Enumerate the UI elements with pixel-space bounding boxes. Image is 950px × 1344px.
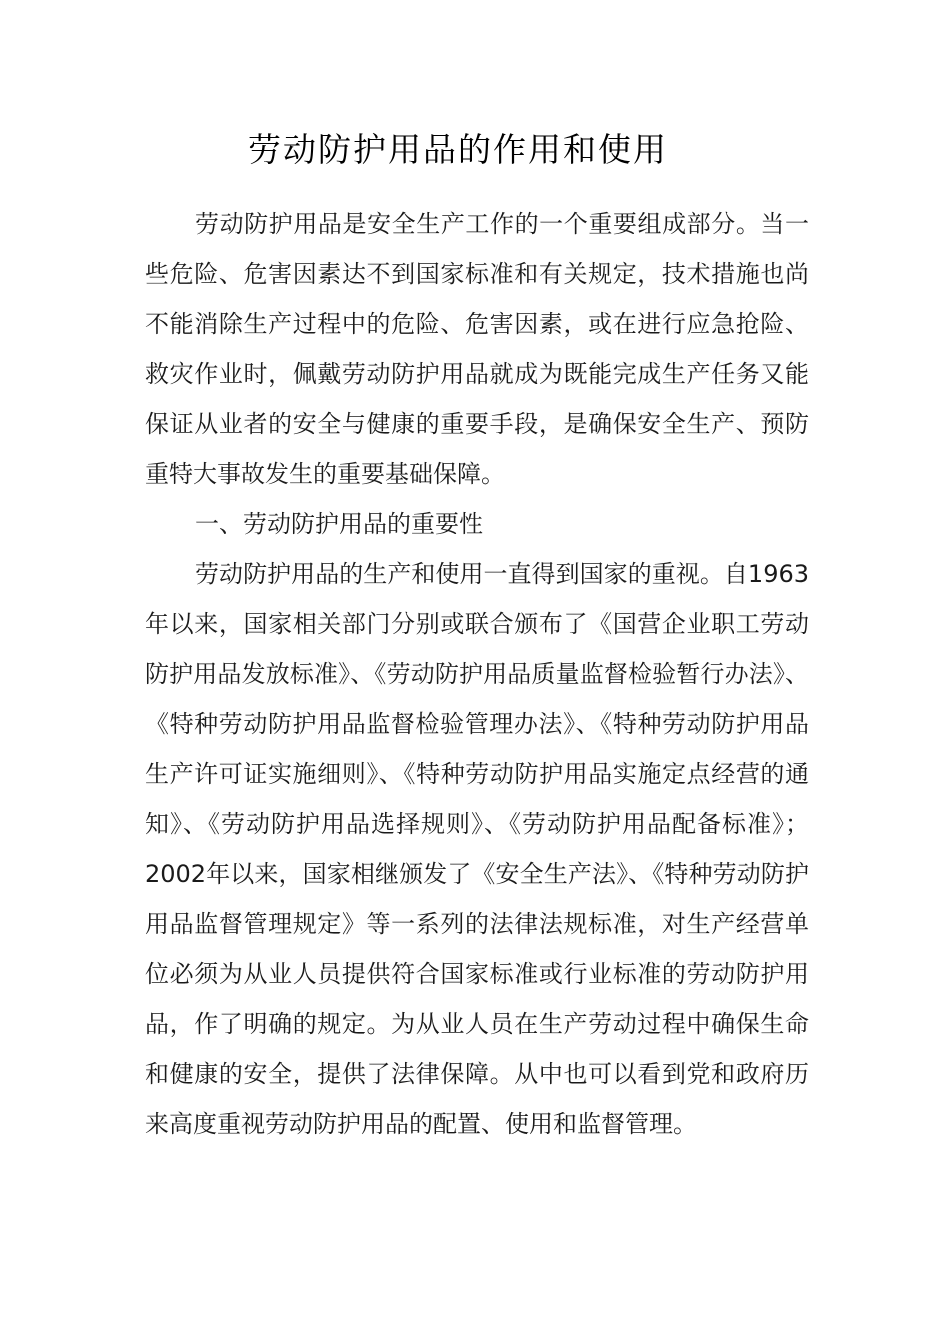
document-body — [145, 199, 809, 1149]
paragraph-importance: 劳动防护用品的生产和使用一直得到国家的重视。自1963年以来，国家相关部门分别或联合颁布了《国营企业职工劳动防护用品发放标准》、《劳动防护用品质量监督检验暂行办法》、《特种劳动防护用品监督检验管理办法》、《特种劳动防护用品生产许可证实施细则》、《特种劳动防护用品实施定点经营的通知》、《劳动防护用品选择规则》、《劳动防护用品配备标准》；2002年以来，国家相继颁发了《安全生产法》、《特种劳动防护用品监督管理规定》等一系列的法律法规标准，对生产经营单位必须为从业人员提供符合国家标准或行业标准的劳动防护用品，作了明确的规定。为从业人员在生产劳动过程中确保生命和健康的安全，提供了法律保障。从中也可以看到党和政府历来高度重视劳动防护用品的配置、使用和监督管理。 — [145, 560, 809, 1138]
section-heading: 一、劳动防护用品的重要性 — [195, 510, 483, 538]
paragraph-intro: 劳动防护用品是安全生产工作的一个重要组成部分。当一些危险、危害因素达不到国家标准和有关规定，技术措施也尚不能消除生产过程中的危险、危害因素，或在进行应急抢险、救灾作业时，佩戴劳动防护用品就成为既能完成生产任务又能保证从业者的安全与健康的重要手段，是确保安全生产、预防重特大事故发生的重要基础保障。 — [145, 210, 809, 488]
document-title: 劳动防护用品的作用和使用 — [248, 130, 668, 169]
